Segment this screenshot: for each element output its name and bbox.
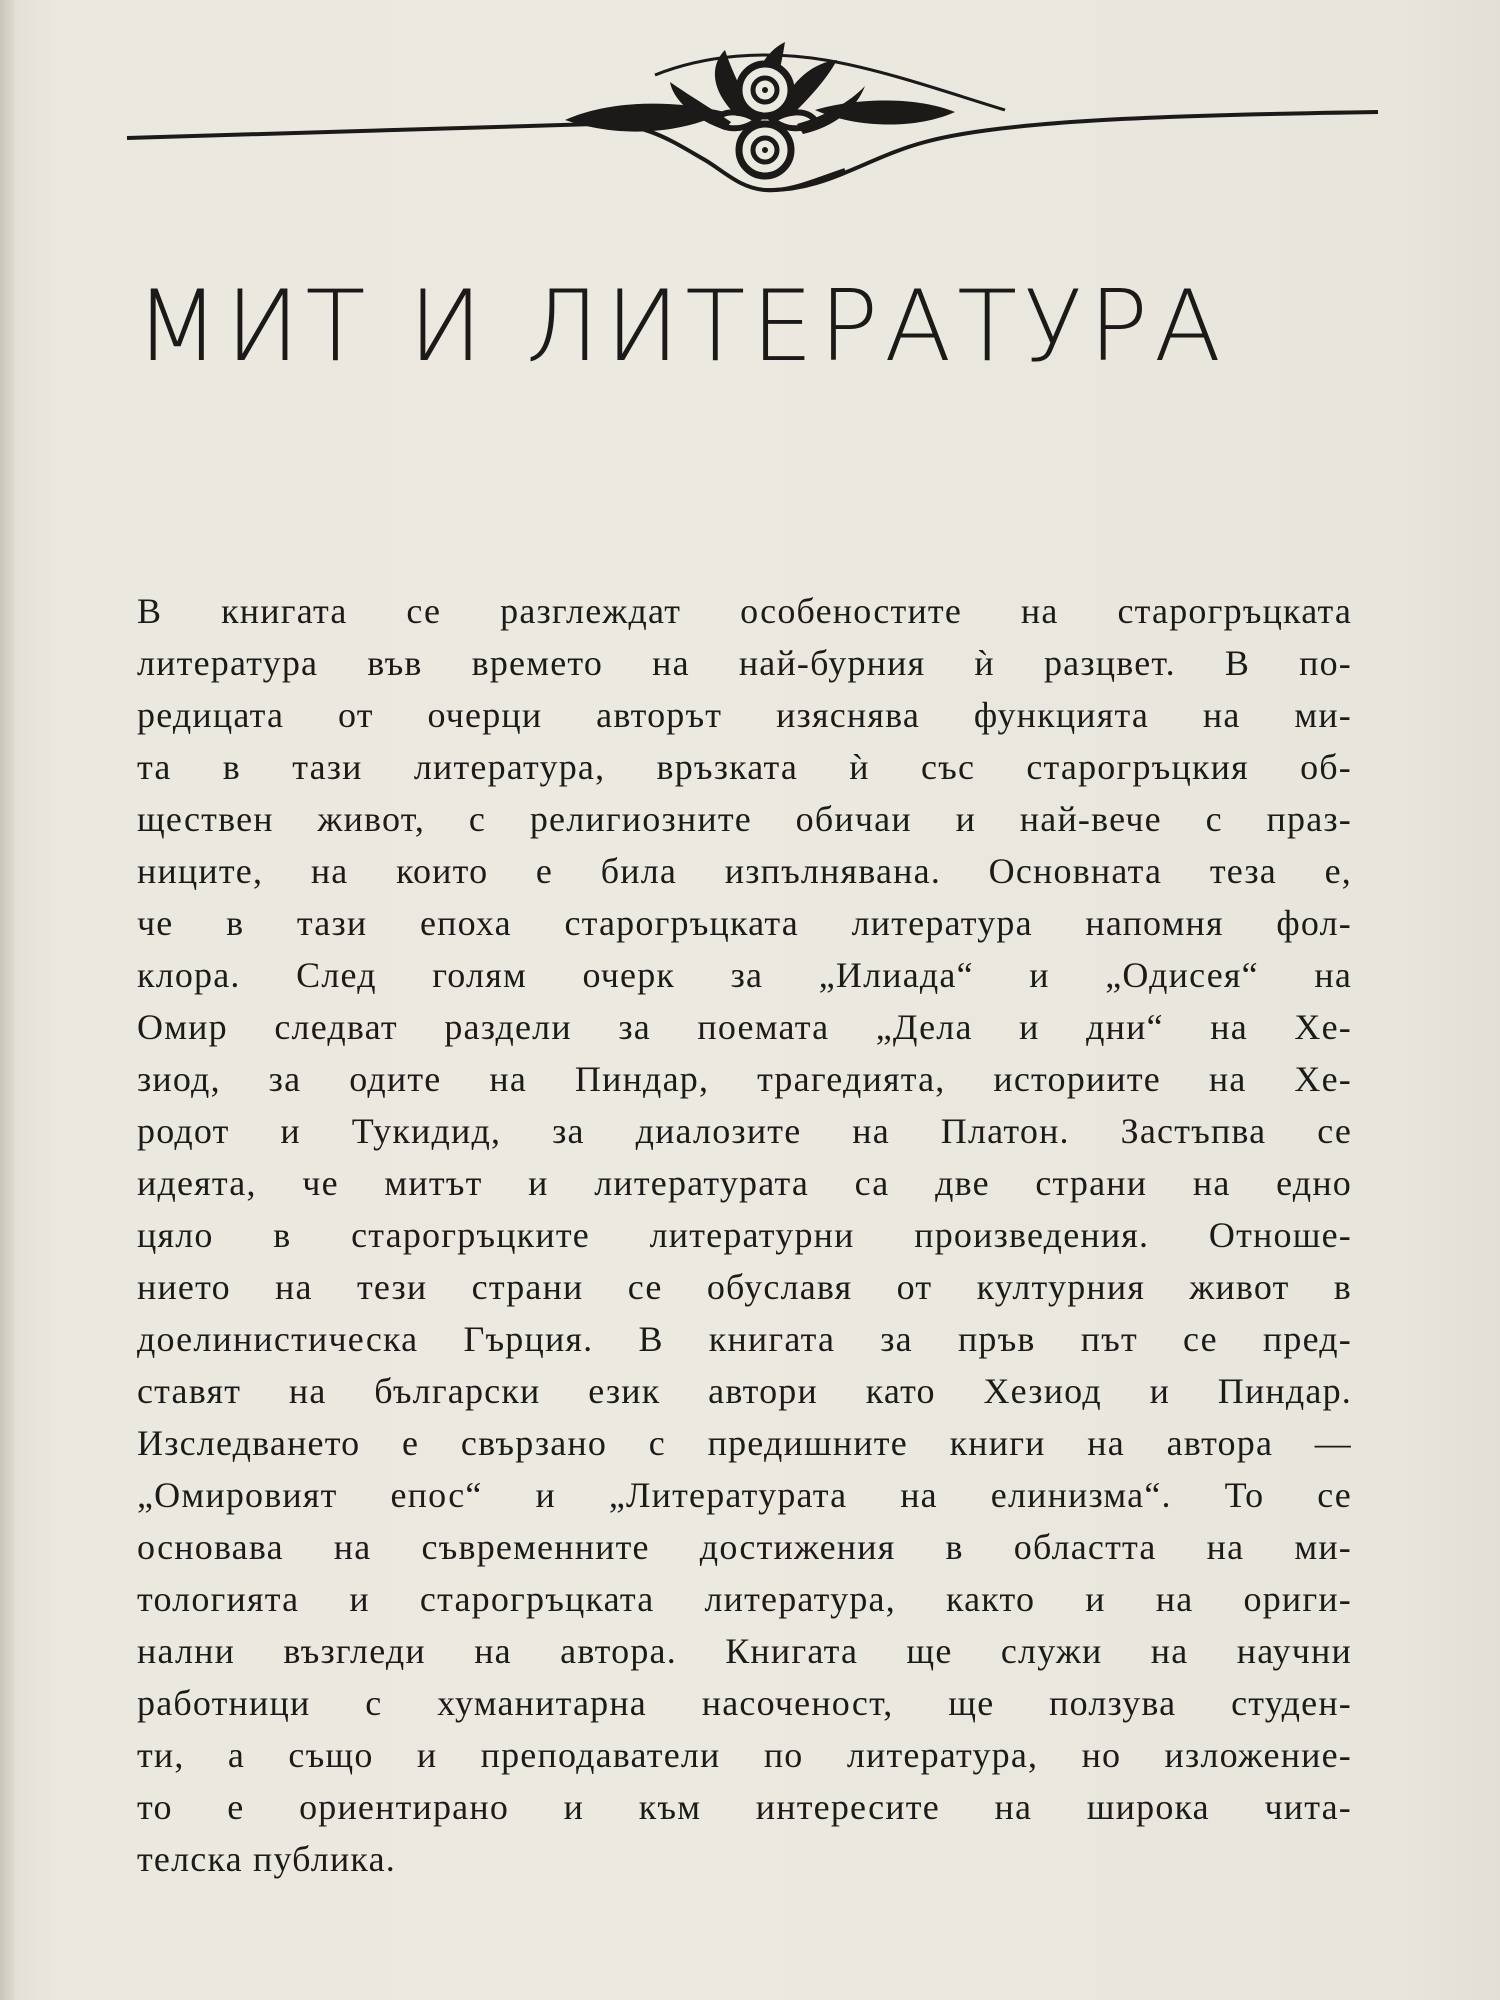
book-title: МИТ И ЛИТЕРАТУРА — [135, 270, 1227, 384]
blurb-text — [137, 585, 1352, 1885]
blurb-line: клора. След голям очерк за „Илиада“ и „Одисея“ на — [137, 955, 1352, 995]
blurb-line: та в тази литература, връзката ѝ със старогръцкия об- — [137, 747, 1352, 787]
blurb-line: нието на тези страни се обуславя от културния живот в — [137, 1267, 1352, 1307]
blurb-line: доелинистическа Гърция. В книгата за пръв път се пред- — [137, 1319, 1352, 1359]
blurb-line: ниците, на които е била изпълнявана. Основната теза е, — [137, 851, 1352, 891]
blurb-line: цяло в старогръцките литературни произведения. Отноше- — [137, 1215, 1352, 1255]
blurb-line: редицата от очерци авторът изяснява функцията на ми- — [137, 695, 1352, 735]
palmette-ornament-icon — [125, 20, 1380, 210]
blurb-line: ставят на български език автори като Хезиод и Пиндар. — [137, 1371, 1352, 1411]
blurb-line: тологията и старогръцката литература, както и на ориги- — [137, 1579, 1352, 1619]
blurb-line: В книгата се разглеждат особеностите на старогръцката — [137, 591, 1352, 631]
page-edge — [0, 0, 14, 2000]
blurb-line: нални възгледи на автора. Книгата ще служи на научни — [137, 1631, 1352, 1671]
blurb-line: ществен живот, с религиозните обичаи и най-вече с праз- — [137, 799, 1352, 839]
blurb-line: Изследването е свързано с предишните книги на автора — — [137, 1423, 1352, 1463]
blurb-line: работници с хуманитарна насоченост, ще ползува студен- — [137, 1683, 1352, 1723]
blurb-line: идеята, че митът и литературата са две страни на едно — [137, 1163, 1352, 1203]
blurb-line: ти, а също и преподаватели по литература, но изложение- — [137, 1735, 1352, 1775]
blurb-line: то е ориентирано и към интересите на широка чита- — [137, 1787, 1352, 1827]
blurb-line: родот и Тукидид, за диалозите на Платон. Застъпва се — [137, 1111, 1352, 1151]
blurb-line: телска публика. — [137, 1839, 396, 1879]
blurb-line: литература във времето на най-бурния ѝ разцвет. В по- — [137, 643, 1352, 683]
blurb-line: Омир следват раздели за поемата „Дела и дни“ на Хе- — [137, 1007, 1352, 1047]
blurb-line: „Омировият епос“ и „Литературата на елинизма“. То се — [137, 1475, 1352, 1515]
blurb-line: че в тази епоха старогръцката литература напомня фол- — [137, 903, 1352, 943]
blurb-line: зиод, за одите на Пиндар, трагедията, историите на Хе- — [137, 1059, 1352, 1099]
blurb-line: основава на съвременните достижения в областта на ми- — [137, 1527, 1352, 1567]
